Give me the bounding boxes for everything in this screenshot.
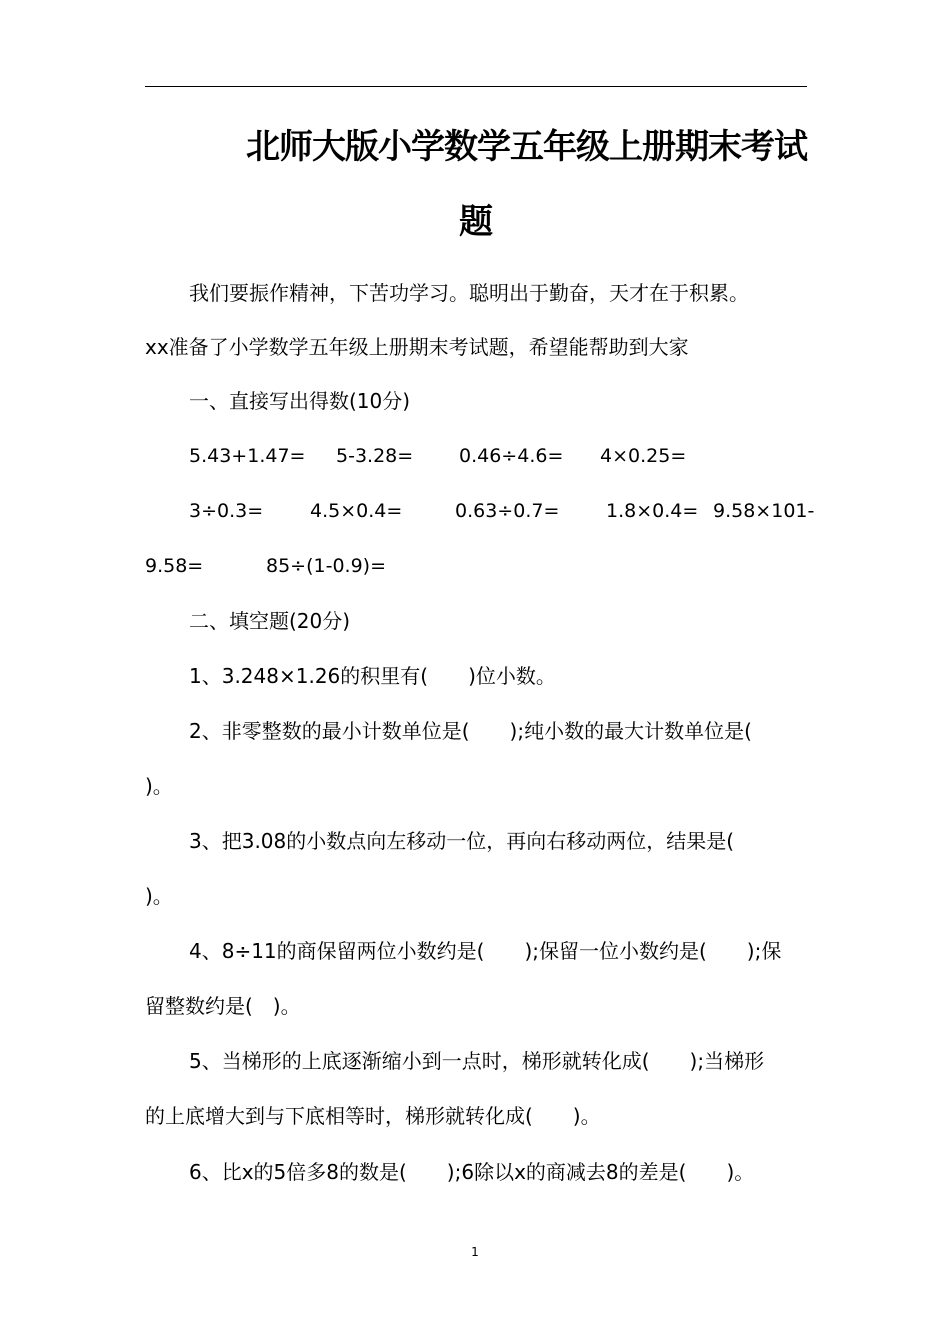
intro-line-1: 我们要振作精神，下苦功学习。聪明出于勤奋，天才在于积累。	[189, 281, 749, 305]
document-title-line-1: 北师大版小学数学五年级上册期末考试	[246, 127, 807, 167]
calc-item: 4.5×0.4=	[310, 500, 403, 522]
question-3-line-2: )。	[145, 884, 173, 908]
page-number: 1	[471, 1245, 479, 1259]
intro-line-2: xx准备了小学数学五年级上册期末考试题，希望能帮助到大家	[145, 335, 689, 359]
question-5-line-1: 5、当梯形的上底逐渐缩小到一点时，梯形就转化成( );当梯形	[189, 1049, 765, 1073]
calc-item: 9.58×101-	[713, 500, 815, 522]
section-1-heading: 一、直接写出得数(10分)	[189, 389, 411, 413]
section-2-heading: 二、填空题(20分)	[189, 609, 351, 633]
calc-item: 3÷0.3=	[189, 500, 264, 522]
calc-item: 85÷(1-0.9)=	[266, 555, 387, 577]
header-rule	[145, 86, 807, 87]
calc-item: 4×0.25=	[600, 445, 687, 467]
question-4-line-1: 4、8÷11的商保留两位小数约是( );保留一位小数约是( );保	[189, 939, 782, 963]
question-1: 1、3.248×1.26的积里有( )位小数。	[189, 664, 556, 688]
calc-item: 5.43+1.47=	[189, 445, 306, 467]
calc-item: 0.63÷0.7=	[455, 500, 560, 522]
question-6: 6、比x的5倍多8的数是( );6除以x的商减去8的差是( )。	[189, 1160, 755, 1184]
document-title-line-2: 题	[459, 202, 493, 242]
question-4-line-2: 留整数约是( )。	[145, 994, 301, 1018]
question-2-line-1: 2、非零整数的最小计数单位是( );纯小数的最大计数单位是(	[189, 719, 752, 743]
question-2-line-2: )。	[145, 774, 173, 798]
calc-item: 9.58=	[145, 555, 204, 577]
calc-item: 1.8×0.4=	[606, 500, 699, 522]
question-5-line-2: 的上底增大到与下底相等时，梯形就转化成( )。	[145, 1104, 601, 1128]
question-3-line-1: 3、把3.08的小数点向左移动一位，再向右移动两位，结果是(	[189, 829, 735, 853]
calc-item: 0.46÷4.6=	[459, 445, 564, 467]
calc-item: 5-3.28=	[336, 445, 414, 467]
